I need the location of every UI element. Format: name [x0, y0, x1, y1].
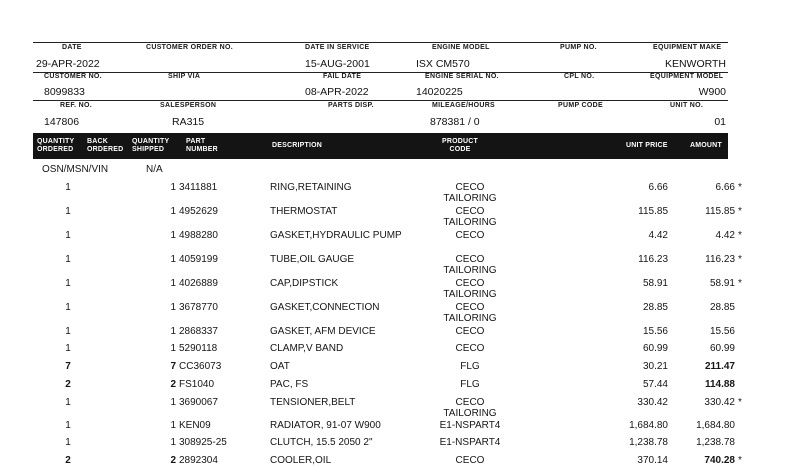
flag-marker: * [738, 206, 742, 217]
description: RING,RETAINING [270, 182, 352, 193]
unit-price: 60.99 [642, 343, 668, 354]
product-code: CECO [455, 182, 485, 193]
qty-shipped: 1 [170, 278, 176, 289]
product-code: FLG [460, 361, 480, 372]
qty-shipped: 2 [170, 455, 176, 466]
product-code: CECO [455, 343, 485, 354]
customer-order-label: CUSTOMER ORDER NO. [146, 44, 233, 51]
unit-price: 115.85 [638, 206, 668, 217]
qty-ordered: 1 [65, 420, 71, 431]
unit-price: 57.44 [642, 379, 668, 390]
product-code: CECO [455, 206, 485, 217]
fail-date-value: 08-APR-2022 [305, 86, 369, 98]
amount: 58.91 [709, 278, 735, 289]
description: COOLER,OIL [270, 455, 332, 466]
product-code: CECO [455, 278, 485, 289]
unit-price: 1,238.78 [629, 437, 668, 448]
product-code: CECO [455, 455, 485, 466]
mileage-hours-label: MILEAGE/HOURS [432, 102, 496, 109]
osn-value: N/A [146, 164, 163, 175]
date-in-service-value: 15-AUG-2001 [305, 58, 370, 70]
col-product-code: PRODUCT CODE [441, 138, 478, 153]
amount: 28.85 [709, 302, 735, 313]
part-number: 4988280 [179, 230, 218, 241]
unit-price: 15.56 [642, 326, 668, 337]
description: CLAMP,V BAND [270, 343, 344, 354]
qty-ordered: 2 [65, 379, 71, 390]
part-number: 3411881 [179, 182, 218, 193]
product-code: CECO [455, 302, 485, 313]
qty-shipped: 1 [170, 182, 176, 193]
amount: 1,684.80 [696, 420, 735, 431]
top-rule [33, 42, 728, 43]
part-number: 4026889 [179, 278, 218, 289]
unit-price: 330.42 [637, 397, 668, 408]
flag-marker: * [738, 230, 742, 241]
flag-marker: * [738, 397, 742, 408]
flag-marker: * [738, 182, 742, 193]
date-value: 29-APR-2022 [36, 58, 100, 70]
mileage-hours-value: 878381 / 0 [430, 116, 480, 128]
unit-price: 58.91 [642, 278, 668, 289]
description: GASKET,CONNECTION [270, 302, 380, 313]
qty-shipped: 1 [170, 420, 176, 431]
date-in-service-label: DATE IN SERVICE [305, 44, 370, 51]
col-description: DESCRIPTION [272, 142, 323, 149]
ship-via-label: SHIP VIA [168, 73, 201, 80]
qty-shipped: 1 [170, 254, 176, 265]
unit-price: 370.14 [637, 455, 668, 466]
description: OAT [270, 361, 290, 372]
customer-no-label: CUSTOMER NO. [44, 73, 102, 80]
qty-ordered: 1 [65, 182, 71, 193]
qty-shipped: 1 [170, 230, 176, 241]
description: CLUTCH, 15.5 2050 2" [270, 437, 373, 448]
flag-marker: * [738, 455, 742, 466]
unit-no-label: UNIT NO. [670, 102, 704, 109]
amount: 6.66 [715, 182, 735, 193]
amount: 1,238.78 [696, 437, 735, 448]
qty-shipped: 1 [170, 326, 176, 337]
equipment-model-label: EQUIPMENT MODEL [650, 73, 724, 80]
col-quantity-shipped: QUANTITY SHIPPED [132, 138, 170, 153]
engine-serial-value: 14020225 [416, 86, 463, 98]
product-code: CECO [455, 326, 485, 337]
row-divider-2 [33, 100, 728, 101]
unit-price: 6.66 [648, 182, 668, 193]
col-amount: AMOUNT [690, 142, 722, 149]
qty-ordered: 1 [65, 343, 71, 354]
parts-disp-label: PARTS DISP. [328, 102, 374, 109]
description: GASKET,HYDRAULIC PUMP [270, 230, 402, 241]
amount: 115.85 [705, 206, 735, 217]
salesperson-value: RA315 [172, 116, 205, 128]
engine-model-value: ISX CM570 [416, 58, 470, 70]
osn-label: OSN/MSN/VIN [42, 164, 109, 175]
amount: 60.99 [709, 343, 735, 354]
amount: 740.28 [704, 455, 735, 466]
qty-ordered: 1 [65, 326, 71, 337]
unit-price: 1,684.80 [629, 420, 668, 431]
unit-price: 116.23 [638, 254, 668, 265]
part-number: 5290118 [179, 343, 218, 354]
tailoring-note: TAILORING [443, 217, 497, 228]
description: GASKET, AFM DEVICE [270, 326, 376, 337]
amount: 211.47 [704, 361, 735, 372]
part-number: 4952629 [179, 206, 218, 217]
qty-ordered: 1 [65, 206, 71, 217]
engine-model-label: ENGINE MODEL [432, 44, 490, 51]
customer-no-value: 8099833 [44, 86, 85, 98]
equipment-make-value: KENWORTH [664, 58, 726, 70]
engine-serial-label: ENGINE SERIAL NO. [425, 73, 499, 80]
equipment-model-value: W900 [698, 86, 726, 98]
fail-date-label: FAIL DATE [323, 73, 362, 80]
date-label: DATE [62, 44, 82, 51]
cpl-no-label: CPL NO. [564, 73, 595, 80]
amount: 4.42 [715, 230, 735, 241]
description: CAP,DIPSTICK [270, 278, 339, 289]
pump-code-label: PUMP CODE [558, 102, 603, 109]
product-code: E1-NSPART4 [439, 420, 501, 431]
part-number: 4059199 [179, 254, 218, 265]
part-number: 2868337 [179, 326, 218, 337]
col-back-ordered: BACK ORDERED [87, 138, 124, 153]
description: TUBE,OIL GAUGE [270, 254, 355, 265]
product-code: CECO [455, 397, 485, 408]
qty-ordered: 1 [65, 397, 71, 408]
description: RADIATOR, 91-07 W900 [270, 420, 381, 431]
part-number: 3690067 [179, 397, 218, 408]
qty-ordered: 1 [65, 437, 71, 448]
part-number: 3678770 [179, 302, 218, 313]
product-code: E1-NSPART4 [439, 437, 501, 448]
unit-no-value: 01 [714, 116, 726, 128]
description: THERMOSTAT [270, 206, 338, 217]
tailoring-note: TAILORING [443, 313, 497, 324]
unit-price: 4.42 [648, 230, 668, 241]
qty-shipped: 2 [170, 379, 176, 390]
col-unit-price: UNIT PRICE [626, 142, 668, 149]
qty-ordered: 1 [65, 278, 71, 289]
qty-ordered: 7 [65, 361, 71, 372]
flag-marker: * [738, 278, 742, 289]
qty-ordered: 1 [65, 302, 71, 313]
equipment-make-label: EQUIPMENT MAKE [653, 44, 722, 51]
qty-shipped: 1 [170, 206, 176, 217]
flag-marker: * [738, 254, 742, 265]
part-number: 2892304 [179, 455, 218, 466]
amount: 114.88 [704, 379, 735, 390]
description: TENSIONER,BELT [270, 397, 356, 408]
unit-price: 30.21 [642, 361, 668, 372]
qty-ordered: 1 [65, 254, 71, 265]
part-number: 308925-25 [179, 437, 227, 448]
qty-shipped: 1 [170, 437, 176, 448]
part-number: CC36073 [179, 361, 222, 372]
qty-ordered: 1 [65, 230, 71, 241]
qty-shipped: 7 [170, 361, 176, 372]
qty-shipped: 1 [170, 343, 176, 354]
product-code: FLG [460, 379, 480, 390]
tailoring-note: TAILORING [443, 265, 497, 276]
col-part-number: PART NUMBER [186, 138, 218, 153]
qty-ordered: 2 [65, 455, 71, 466]
pump-no-label: PUMP NO. [560, 44, 597, 51]
part-number: KEN09 [179, 420, 211, 431]
col-quantity-ordered: QUANTITY ORDERED [37, 138, 75, 153]
product-code: CECO [455, 230, 485, 241]
ref-no-label: REF. NO. [60, 102, 92, 109]
amount: 330.42 [704, 397, 735, 408]
amount: 15.56 [709, 326, 735, 337]
ref-no-value: 147806 [44, 116, 80, 128]
product-code: CECO [455, 254, 485, 265]
qty-shipped: 1 [170, 397, 176, 408]
salesperson-label: SALESPERSON [160, 102, 217, 109]
tailoring-note: TAILORING [443, 289, 497, 300]
qty-shipped: 1 [170, 302, 176, 313]
part-number: FS1040 [179, 379, 215, 390]
tailoring-note: TAILORING [443, 193, 497, 204]
amount: 116.23 [705, 254, 735, 265]
tailoring-note: TAILORING [443, 408, 497, 419]
description: PAC, FS [270, 379, 309, 390]
unit-price: 28.85 [642, 302, 668, 313]
row-divider-1 [33, 72, 728, 73]
